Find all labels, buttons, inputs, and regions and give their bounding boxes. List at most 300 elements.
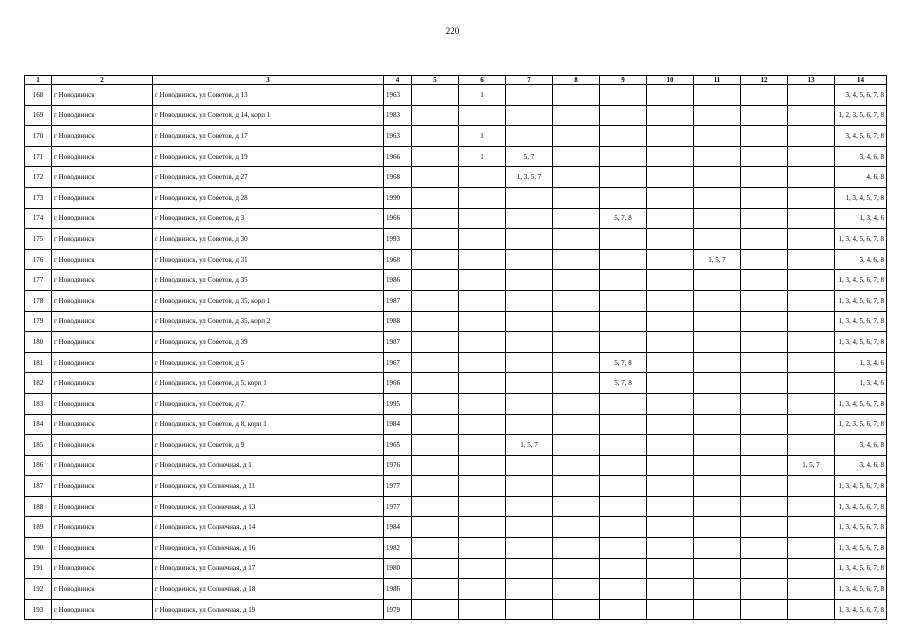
table-cell-col-12 (741, 393, 788, 414)
table-cell-col-2: г Новодвинск (52, 414, 153, 435)
table-row (25, 599, 887, 620)
table-cell-col-13 (788, 332, 835, 353)
table-cell-col-13 (788, 373, 835, 394)
table-cell-col-13 (788, 538, 835, 559)
table-cell-col-3: г Новодвинск, ул Солнечная, д 19 (153, 599, 384, 620)
table-cell-col-7 (506, 414, 553, 435)
table-cell-col-9 (600, 558, 647, 579)
table-cell-col-14: 1, 3, 4, 5, 6, 7, 8 (835, 496, 887, 517)
table-cell-col-7 (506, 558, 553, 579)
table-cell-col-1: 168 (25, 85, 52, 106)
table-cell-col-7 (506, 517, 553, 538)
table-cell-col-5 (412, 517, 459, 538)
table-cell-col-1: 176 (25, 249, 52, 270)
column-header-8: 8 (553, 76, 600, 85)
table-cell-col-9 (600, 455, 647, 476)
table-cell-col-11 (694, 85, 741, 106)
table-cell-col-10 (647, 599, 694, 620)
table-cell-col-1: 191 (25, 558, 52, 579)
table-cell-col-13 (788, 146, 835, 167)
column-header-1: 1 (25, 76, 52, 85)
table-cell-col-4: 1988 (384, 311, 412, 332)
table-cell-col-14: 1, 3, 4, 5, 6, 7, 8 (835, 332, 887, 353)
table-cell-col-3: г Новодвинск, ул Советов, д 30 (153, 229, 384, 250)
table-cell-col-11 (694, 496, 741, 517)
table-cell-col-5 (412, 187, 459, 208)
table-cell-col-11 (694, 311, 741, 332)
table-cell-col-4: 1968 (384, 167, 412, 188)
table-cell-col-8 (553, 373, 600, 394)
table-cell-col-10 (647, 290, 694, 311)
table-cell-col-7 (506, 393, 553, 414)
table-cell-col-3: г Новодвинск, ул Советов, д 27 (153, 167, 384, 188)
table-cell-col-1: 180 (25, 332, 52, 353)
table-cell-col-6 (459, 167, 506, 188)
table-cell-col-8 (553, 352, 600, 373)
table-cell-col-10 (647, 85, 694, 106)
table-cell-col-13 (788, 599, 835, 620)
table-cell-col-5 (412, 496, 459, 517)
table-cell-col-14: 1, 3, 4, 5, 6, 7, 8 (835, 290, 887, 311)
table-cell-col-10 (647, 476, 694, 497)
table-cell-col-9 (600, 517, 647, 538)
table-cell-col-3: г Новодвинск, ул Советов, д 8, корп 1 (153, 414, 384, 435)
table-cell-col-1: 183 (25, 393, 52, 414)
table-cell-col-11 (694, 270, 741, 291)
table-cell-col-10 (647, 311, 694, 332)
table-cell-col-14: 3, 4, 5, 6, 7, 8 (835, 85, 887, 106)
table-cell-col-13 (788, 352, 835, 373)
column-header-9: 9 (600, 76, 647, 85)
table-cell-col-9 (600, 290, 647, 311)
table-row (25, 187, 887, 208)
table-cell-col-10 (647, 414, 694, 435)
table-cell-col-10 (647, 455, 694, 476)
table-cell-col-4: 1976 (384, 455, 412, 476)
table-cell-col-8 (553, 558, 600, 579)
table-cell-col-5 (412, 146, 459, 167)
table-cell-col-8 (553, 435, 600, 456)
table-cell-col-2: г Новодвинск (52, 187, 153, 208)
table-cell-col-14: 1, 3, 4, 5, 6, 7, 8 (835, 270, 887, 291)
table-cell-col-10 (647, 579, 694, 600)
table-cell-col-6 (459, 270, 506, 291)
table-row (25, 146, 887, 167)
table-cell-col-12 (741, 105, 788, 126)
table-cell-col-13 (788, 167, 835, 188)
table-cell-col-1: 184 (25, 414, 52, 435)
table-cell-col-6: 1 (459, 146, 506, 167)
table-cell-col-12 (741, 126, 788, 147)
table-cell-col-8 (553, 476, 600, 497)
table-cell-col-7: 1, 3, 5, 7 (506, 167, 553, 188)
table-cell-col-9 (600, 229, 647, 250)
table-cell-col-8 (553, 579, 600, 600)
table-cell-col-10 (647, 146, 694, 167)
table-cell-col-11 (694, 558, 741, 579)
table-cell-col-2: г Новодвинск (52, 229, 153, 250)
table-cell-col-12 (741, 476, 788, 497)
table-cell-col-8 (553, 187, 600, 208)
table-cell-col-2: г Новодвинск (52, 290, 153, 311)
table-cell-col-5 (412, 579, 459, 600)
table-cell-col-13 (788, 85, 835, 106)
table-cell-col-10 (647, 332, 694, 353)
table-cell-col-8 (553, 393, 600, 414)
table-cell-col-3: г Новодвинск, ул Советов, д 14, корп 1 (153, 105, 384, 126)
table-cell-col-5 (412, 249, 459, 270)
table-cell-col-14: 3, 4, 6, 8 (835, 146, 887, 167)
table-row (25, 249, 887, 270)
table-cell-col-8 (553, 332, 600, 353)
table-cell-col-8 (553, 146, 600, 167)
table-cell-col-9 (600, 249, 647, 270)
table-cell-col-2: г Новодвинск (52, 476, 153, 497)
table-cell-col-8 (553, 85, 600, 106)
table-cell-col-2: г Новодвинск (52, 105, 153, 126)
table-cell-col-9 (600, 270, 647, 291)
table-cell-col-9 (600, 599, 647, 620)
table-row (25, 414, 887, 435)
table-cell-col-12 (741, 352, 788, 373)
table-cell-col-10 (647, 105, 694, 126)
table-cell-col-1: 181 (25, 352, 52, 373)
table-cell-col-8 (553, 414, 600, 435)
table-cell-col-8 (553, 538, 600, 559)
table-cell-col-2: г Новодвинск (52, 538, 153, 559)
table-cell-col-10 (647, 249, 694, 270)
table-row (25, 496, 887, 517)
table-cell-col-8 (553, 290, 600, 311)
table-cell-col-9 (600, 579, 647, 600)
table-cell-col-8 (553, 167, 600, 188)
table-cell-col-6 (459, 208, 506, 229)
table-cell-col-3: г Новодвинск, ул Советов, д 28 (153, 187, 384, 208)
table-cell-col-4: 1995 (384, 393, 412, 414)
table-cell-col-13 (788, 126, 835, 147)
table-cell-col-6: 1 (459, 85, 506, 106)
table-cell-col-3: г Новодвинск, ул Советов, д 39 (153, 332, 384, 353)
column-header-10: 10 (647, 76, 694, 85)
table-cell-col-13 (788, 105, 835, 126)
table-row (25, 579, 887, 600)
table-cell-col-13: 1, 5, 7 (788, 455, 835, 476)
table-cell-col-11 (694, 105, 741, 126)
table-cell-col-14: 3, 4, 5, 6, 7, 8 (835, 126, 887, 147)
table-cell-col-10 (647, 496, 694, 517)
table-cell-col-4: 1987 (384, 332, 412, 353)
table-cell-col-6: 1 (459, 126, 506, 147)
table-cell-col-2: г Новодвинск (52, 146, 153, 167)
table-cell-col-13 (788, 229, 835, 250)
table-cell-col-4: 1977 (384, 496, 412, 517)
table-cell-col-14: 1, 3, 4, 5, 6, 7, 8 (835, 579, 887, 600)
table-row (25, 311, 887, 332)
table-cell-col-12 (741, 455, 788, 476)
table-cell-col-14: 1, 3, 4, 6 (835, 373, 887, 394)
table-cell-col-10 (647, 126, 694, 147)
table-cell-col-6 (459, 414, 506, 435)
table-cell-col-3: г Новодвинск, ул Солнечная, д 1 (153, 455, 384, 476)
table-cell-col-4: 1966 (384, 373, 412, 394)
table-cell-col-5 (412, 126, 459, 147)
table-row (25, 332, 887, 353)
table-cell-col-10 (647, 393, 694, 414)
table-cell-col-12 (741, 208, 788, 229)
table-cell-col-8 (553, 208, 600, 229)
table-cell-col-7 (506, 311, 553, 332)
table-cell-col-1: 172 (25, 167, 52, 188)
table-cell-col-3: г Новодвинск, ул Солнечная, д 13 (153, 496, 384, 517)
table-cell-col-6 (459, 290, 506, 311)
table-cell-col-14: 3, 4, 6, 8 (835, 249, 887, 270)
table-row (25, 352, 887, 373)
table-cell-col-6 (459, 373, 506, 394)
table-cell-col-2: г Новодвинск (52, 373, 153, 394)
column-header-12: 12 (741, 76, 788, 85)
table-cell-col-1: 193 (25, 599, 52, 620)
page-number: 220 (445, 26, 460, 36)
table-row (25, 455, 887, 476)
table-cell-col-9 (600, 311, 647, 332)
table-row (25, 517, 887, 538)
table-cell-col-1: 169 (25, 105, 52, 126)
table-cell-col-1: 179 (25, 311, 52, 332)
table-cell-col-3: г Новодвинск, ул Солнечная, д 14 (153, 517, 384, 538)
table-cell-col-6 (459, 579, 506, 600)
table-cell-col-12 (741, 414, 788, 435)
table-cell-col-11 (694, 414, 741, 435)
table-cell-col-9: 5, 7, 8 (600, 373, 647, 394)
table-cell-col-14: 1, 3, 4, 5, 6, 7, 8 (835, 599, 887, 620)
table-cell-col-8 (553, 311, 600, 332)
table-row (25, 105, 887, 126)
table-row (25, 393, 887, 414)
table-cell-col-13 (788, 393, 835, 414)
table-row (25, 208, 887, 229)
table-cell-col-7 (506, 476, 553, 497)
table-cell-col-6 (459, 455, 506, 476)
table-cell-col-14: 1, 3, 4, 5, 6, 7, 8 (835, 517, 887, 538)
table-cell-col-12 (741, 538, 788, 559)
table-cell-col-12 (741, 579, 788, 600)
table-cell-col-3: г Новодвинск, ул Советов, д 13 (153, 85, 384, 106)
table-cell-col-4: 1979 (384, 599, 412, 620)
table-cell-col-8 (553, 455, 600, 476)
table-cell-col-4: 1990 (384, 187, 412, 208)
table-cell-col-2: г Новодвинск (52, 85, 153, 106)
table-cell-col-14: 1, 3, 4, 5, 6, 7, 8 (835, 393, 887, 414)
table-cell-col-3: г Новодвинск, ул Советов, д 17 (153, 126, 384, 147)
table-cell-col-5 (412, 167, 459, 188)
table-cell-col-1: 178 (25, 290, 52, 311)
table-cell-col-5 (412, 332, 459, 353)
table-cell-col-14: 1, 2, 3, 5, 6, 7, 8 (835, 105, 887, 126)
table-cell-col-8 (553, 599, 600, 620)
table-cell-col-10 (647, 187, 694, 208)
table-cell-col-11 (694, 229, 741, 250)
table-cell-col-10 (647, 373, 694, 394)
table-cell-col-9 (600, 167, 647, 188)
table-cell-col-5 (412, 373, 459, 394)
table-cell-col-7 (506, 126, 553, 147)
table-cell-col-4: 1966 (384, 208, 412, 229)
table-row (25, 435, 887, 456)
table-cell-col-14: 1, 3, 4, 6 (835, 352, 887, 373)
table-cell-col-1: 188 (25, 496, 52, 517)
table-cell-col-11 (694, 167, 741, 188)
table-cell-col-3: г Новодвинск, ул Солнечная, д 18 (153, 579, 384, 600)
table-cell-col-2: г Новодвинск (52, 208, 153, 229)
table-cell-col-14: 3, 4, 6, 8 (835, 455, 887, 476)
table-cell-col-2: г Новодвинск (52, 352, 153, 373)
table-cell-col-4: 1987 (384, 290, 412, 311)
table-cell-col-11 (694, 579, 741, 600)
table-body (25, 85, 887, 620)
table-cell-col-9 (600, 146, 647, 167)
table-cell-col-14: 4, 6, 8 (835, 167, 887, 188)
table-cell-col-3: г Новодвинск, ул Солнечная, д 11 (153, 476, 384, 497)
table-cell-col-10 (647, 558, 694, 579)
table-cell-col-11 (694, 208, 741, 229)
table-cell-col-4: 1993 (384, 229, 412, 250)
table-cell-col-6 (459, 311, 506, 332)
table-cell-col-5 (412, 558, 459, 579)
table-cell-col-12 (741, 332, 788, 353)
table-cell-col-5 (412, 455, 459, 476)
table-cell-col-14: 1, 3, 4, 5, 6, 7, 8 (835, 538, 887, 559)
table-cell-col-3: г Новодвинск, ул Советов, д 35 (153, 270, 384, 291)
table-cell-col-9 (600, 105, 647, 126)
table-cell-col-7 (506, 105, 553, 126)
table-cell-col-12 (741, 85, 788, 106)
table-cell-col-7 (506, 599, 553, 620)
table-cell-col-1: 174 (25, 208, 52, 229)
table-cell-col-1: 173 (25, 187, 52, 208)
table-cell-col-14: 1, 3, 4, 5, 6, 7, 8 (835, 558, 887, 579)
column-header-11: 11 (694, 76, 741, 85)
table-row (25, 538, 887, 559)
table-cell-col-7 (506, 187, 553, 208)
table-cell-col-5 (412, 476, 459, 497)
table-cell-col-11 (694, 393, 741, 414)
table-cell-col-12 (741, 599, 788, 620)
table-cell-col-10 (647, 435, 694, 456)
table-cell-col-10 (647, 208, 694, 229)
table-cell-col-13 (788, 187, 835, 208)
table-cell-col-11 (694, 146, 741, 167)
table-cell-col-7 (506, 229, 553, 250)
table-cell-col-12 (741, 496, 788, 517)
table-cell-col-6 (459, 352, 506, 373)
table-cell-col-14: 3, 4, 6, 8 (835, 435, 887, 456)
table-cell-col-2: г Новодвинск (52, 435, 153, 456)
table-cell-col-14: 1, 3, 4, 5, 7, 8 (835, 187, 887, 208)
table-cell-col-8 (553, 229, 600, 250)
table-row (25, 270, 887, 291)
table-cell-col-12 (741, 373, 788, 394)
table-cell-col-5 (412, 538, 459, 559)
table-cell-col-5 (412, 311, 459, 332)
table-cell-col-14: 1, 3, 4, 5, 6, 7, 8 (835, 311, 887, 332)
table-cell-col-2: г Новодвинск (52, 496, 153, 517)
table-cell-col-6 (459, 105, 506, 126)
column-header-14: 14 (835, 76, 887, 85)
table-cell-col-8 (553, 126, 600, 147)
table-cell-col-12 (741, 290, 788, 311)
table-cell-col-7 (506, 332, 553, 353)
table-cell-col-10 (647, 538, 694, 559)
table-cell-col-3: г Новодвинск, ул Советов, д 5, корп 1 (153, 373, 384, 394)
table-cell-col-7 (506, 579, 553, 600)
table-cell-col-2: г Новодвинск (52, 167, 153, 188)
table-row (25, 85, 887, 106)
table-cell-col-1: 177 (25, 270, 52, 291)
table-cell-col-2: г Новодвинск (52, 599, 153, 620)
table-cell-col-3: г Новодвинск, ул Советов, д 19 (153, 146, 384, 167)
table-cell-col-8 (553, 517, 600, 538)
table-cell-col-6 (459, 187, 506, 208)
table-cell-col-9: 5, 7, 8 (600, 208, 647, 229)
table-cell-col-4: 1986 (384, 270, 412, 291)
table-cell-col-11 (694, 599, 741, 620)
column-header-6: 6 (459, 76, 506, 85)
table-cell-col-13 (788, 476, 835, 497)
table-cell-col-7 (506, 290, 553, 311)
table-cell-col-1: 190 (25, 538, 52, 559)
table-cell-col-3: г Новодвинск, ул Советов, д 35, корп 1 (153, 290, 384, 311)
table-cell-col-6 (459, 599, 506, 620)
table-cell-col-12 (741, 249, 788, 270)
table-cell-col-13 (788, 558, 835, 579)
table-cell-col-4: 1983 (384, 105, 412, 126)
table-cell-col-6 (459, 393, 506, 414)
table-cell-col-3: г Новодвинск, ул Советов, д 7 (153, 393, 384, 414)
table-cell-col-9 (600, 126, 647, 147)
table-cell-col-12 (741, 435, 788, 456)
table-row (25, 558, 887, 579)
table-cell-col-3: г Новодвинск, ул Солнечная, д 17 (153, 558, 384, 579)
table-cell-col-8 (553, 249, 600, 270)
table-cell-col-7 (506, 85, 553, 106)
table-cell-col-11 (694, 126, 741, 147)
table-cell-col-5 (412, 393, 459, 414)
table-cell-col-7 (506, 352, 553, 373)
table-cell-col-3: г Новодвинск, ул Советов, д 5 (153, 352, 384, 373)
table-cell-col-10 (647, 352, 694, 373)
table-cell-col-4: 1965 (384, 435, 412, 456)
column-header-4: 4 (384, 76, 412, 85)
table-cell-col-11 (694, 517, 741, 538)
table-cell-col-11 (694, 373, 741, 394)
table-cell-col-12 (741, 167, 788, 188)
table-cell-col-14: 1, 2, 3, 5, 6, 7, 8 (835, 414, 887, 435)
table-cell-col-5 (412, 270, 459, 291)
table-cell-col-4: 1984 (384, 517, 412, 538)
table-cell-col-11 (694, 332, 741, 353)
table-cell-col-9 (600, 476, 647, 497)
table-cell-col-6 (459, 229, 506, 250)
table-cell-col-10 (647, 229, 694, 250)
table-cell-col-12 (741, 187, 788, 208)
table-cell-col-11 (694, 538, 741, 559)
table-cell-col-5 (412, 599, 459, 620)
table-cell-col-13 (788, 414, 835, 435)
table-cell-col-10 (647, 517, 694, 538)
table-cell-col-3: г Новодвинск, ул Солнечная, д 16 (153, 538, 384, 559)
table-cell-col-9 (600, 435, 647, 456)
table-cell-col-3: г Новодвинск, ул Советов, д 9 (153, 435, 384, 456)
